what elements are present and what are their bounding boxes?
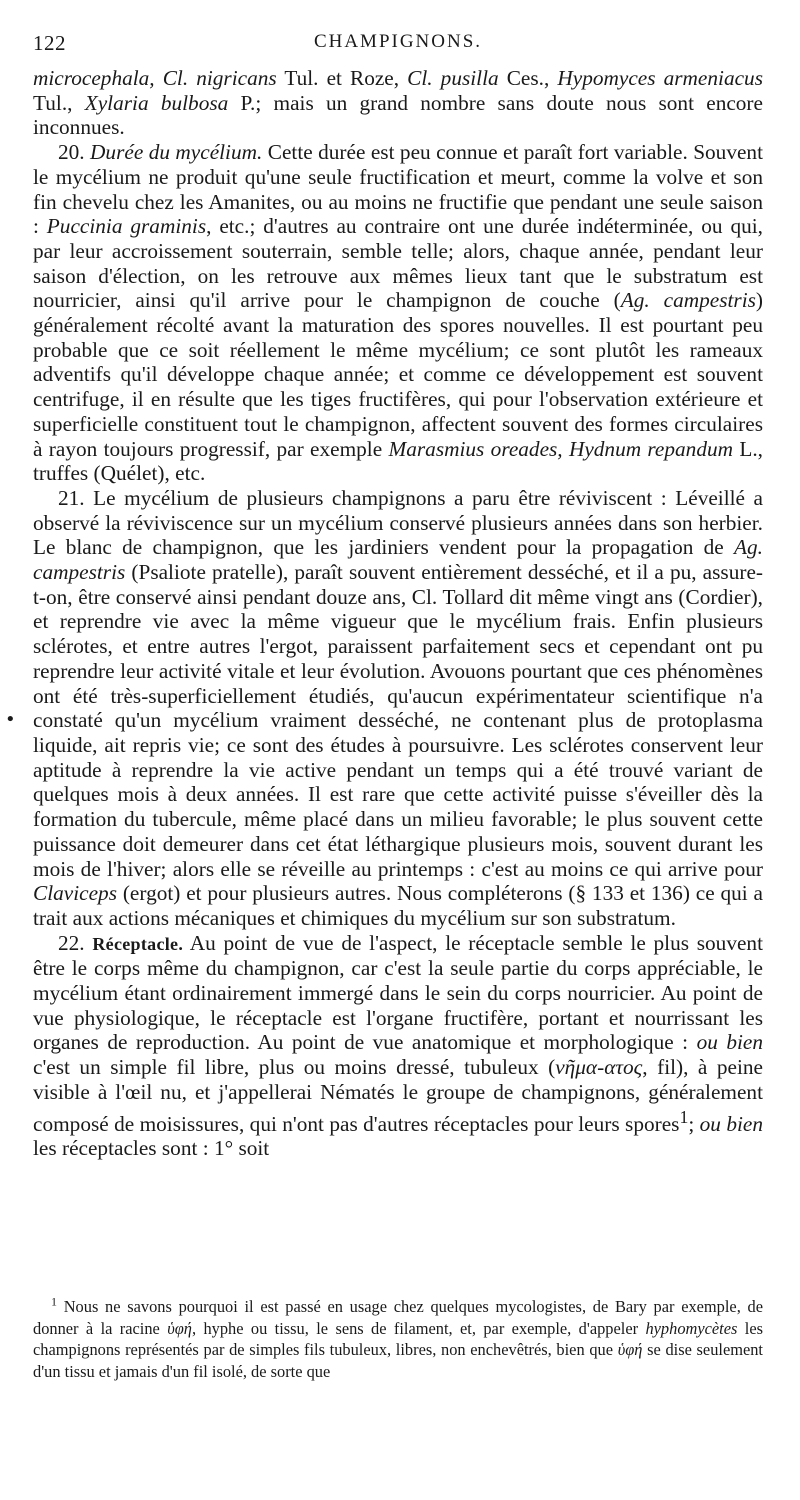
page-header <box>33 31 763 61</box>
footnote-marker: 1 <box>51 1294 57 1309</box>
italic-text: Puccinia graminis <box>46 214 207 239</box>
paragraph-22 <box>33 931 763 1161</box>
body-text <box>33 66 763 1161</box>
footnote-reference: 1 <box>679 1106 689 1127</box>
text: se dise seulement d'un tissu et jamais d'un fil isolé, de sorte que <box>33 1340 763 1381</box>
page-number: 122 <box>33 31 66 55</box>
section-number: 20. <box>58 140 91 165</box>
text: les champignons représentés par de simples fils tubuleux, libres, non enchevêtrés, bien que <box>33 1318 763 1359</box>
text: Ces., <box>498 66 558 90</box>
text: Au point de vue de l'aspect, le réceptacle semble le plus souvent être le corps même du champignon, car c'est la seule partie du corps appréciable, le mycélium étant ordinairement immergé dans le sein du corps nourricier. Au point de vue physiologique, le réceptacle est l'organe fructifère, portant et nourrissant les organes de reproduction. Au point de vue anatomique et morphologique : <box>33 930 764 1055</box>
italic-text: hyphomycètes <box>645 1318 738 1338</box>
text: Tul., <box>33 90 85 115</box>
text: ; <box>688 1111 700 1136</box>
text: (Psaliote pratelle), paraît souvent entièrement desséché, et il a pu, assure-t-on, être conservé ainsi pendant douze ans, Cl. Tollard dit même vingt ans (Cordier), et reprendre vie avec la même vigueur que le mycélium frais. Enfin plusieurs sclérotes, et entre autres l'ergot, paraissent parfaitement secs et cependant ont pu reprendre leur activité vitale et leur évolution. Avouons pourtant que ces phénomènes ont été très-superficiellement étudiés, qu'aucun expérimentateur scientifique n'a constaté qu'un mycélium vraiment desséché, ne contenant plus de protoplasma liquide, ait repris vie; ce sont des études à poursuivre. Les sclérotes conservent leur aptitude à reprendre la vie active pendant un temps qui a été trouvé variant de quelques mois à deux années. Il est rare que cette activité puisse s'éveiller dès la formation du tubercule, même placé dans un milieu favorable; le plus souvent cette puissance doit demeurer dans cet état léthargique plusieurs mois, souvent durant les mois de l'hiver; alors elle se réveille au printemps : c'est au moins ce qui arrive pour <box>33 560 763 881</box>
section-title: Réceptacle. <box>92 933 184 954</box>
italic-text: Marasmius oreades, Hydnum repandum <box>388 436 733 461</box>
italic-text: Ag. campestris <box>33 535 763 585</box>
text: , hyphe ou tissu, le sens de filament, et, par exemple, d'appeler <box>191 1318 646 1338</box>
greek-word: νῆμα-ατος <box>555 1055 643 1080</box>
greek-word: ὑφή <box>167 1318 192 1338</box>
carry-over-paragraph <box>33 66 763 140</box>
term-nemates: Nématés <box>320 1079 395 1104</box>
italic-text: ou bien <box>699 1111 763 1136</box>
greek-word: ὑφή <box>617 1340 643 1359</box>
text: , fil), à peine visible à l'œil nu, et j'appellerai <box>33 1055 763 1104</box>
italic-text: microcephala, Cl. nigricans <box>33 66 277 90</box>
text: , etc.; d'autres au contraire ont une durée indéterminée, ou qui, par leur accroissement souterrain, semble telle; alors, chaque année, pendant leur saison d'élection, on les retrouve aux mêmes lieux tant que le substratum est nourricier, ainsi qu'il arrive pour le champignon de couche ( <box>33 214 763 313</box>
text: c'est un simple fil libre, plus ou moins dressé, tubuleux ( <box>33 1055 556 1080</box>
text: L., truffes (Quélet), etc. <box>33 436 763 486</box>
italic-text: Hypomyces armeniacus <box>557 66 763 90</box>
section-number: 22. <box>58 930 93 955</box>
margin-mark: • <box>5 709 16 730</box>
italic-text: Claviceps <box>33 881 117 906</box>
paragraph-21 <box>33 486 763 931</box>
footnotes <box>33 1296 763 1382</box>
italic-text: Cl. pusilla <box>407 66 499 90</box>
footnote-1 <box>33 1296 763 1382</box>
text: le groupe de champignons, généralement composé de moisissures, qui n'ont pas d'autres réceptacles pour leurs spores <box>33 1079 763 1136</box>
running-title: CHAMPIGNONS. <box>313 31 483 52</box>
italic-text: ou bien <box>696 1030 763 1055</box>
text: Cette durée est peu connue et paraît fort variable. Souvent le mycélium ne produit qu'une seule fructification et meurt, comme la volve et son fin chevelu chez les Amanites, ou au moins ne fructifie que pendant une seule saison : <box>33 140 764 239</box>
text: ) généralement récolté avant la maturation des spores nouvelles. Il est pourtant peu probable que ce soit réellement le même mycélium; ce sont plutôt les rameaux adventifs qu'il développe chaque année; et comme ce développement est souvent centrifuge, il en résulte que les tiges fructifères, qui pour l'observation extérieure et superficielle constituent tout le champignon, affectent souvent des formes circulaires à rayon toujours progressif, par exemple <box>33 288 763 461</box>
italic-text: Ag. campestris <box>620 288 756 313</box>
text: Tul. et Roze, <box>276 66 408 90</box>
text: (ergot) et pour plusieurs autres. Nous compléterons (§ 133 et 136) ce qui a trait aux actions mécaniques et chimiques du mycélium sur son substratum. <box>33 881 763 930</box>
paragraph-20 <box>33 140 763 486</box>
text: les réceptacles sont : 1° soit <box>33 1136 270 1161</box>
text: Le mycélium de plusieurs champignons a paru être réviviscent : Léveillé a observé la réviviscence sur un mycélium conservé plusieurs années dans son herbier. Le blanc de champignon, que les jardiniers vendent pour la propagation de <box>33 485 763 560</box>
text: P.; mais un grand nombre sans doute nous sont encore inconnues. <box>33 90 763 140</box>
italic-text: Xylaria bulbosa <box>84 90 229 115</box>
section-title: Durée du mycélium. <box>90 140 263 165</box>
section-number: 21. <box>58 485 94 510</box>
text: Nous ne savons pourquoi il est passé en usage chez quelques mycologistes, de Bary par exemple, de donner à la racine <box>33 1297 763 1338</box>
